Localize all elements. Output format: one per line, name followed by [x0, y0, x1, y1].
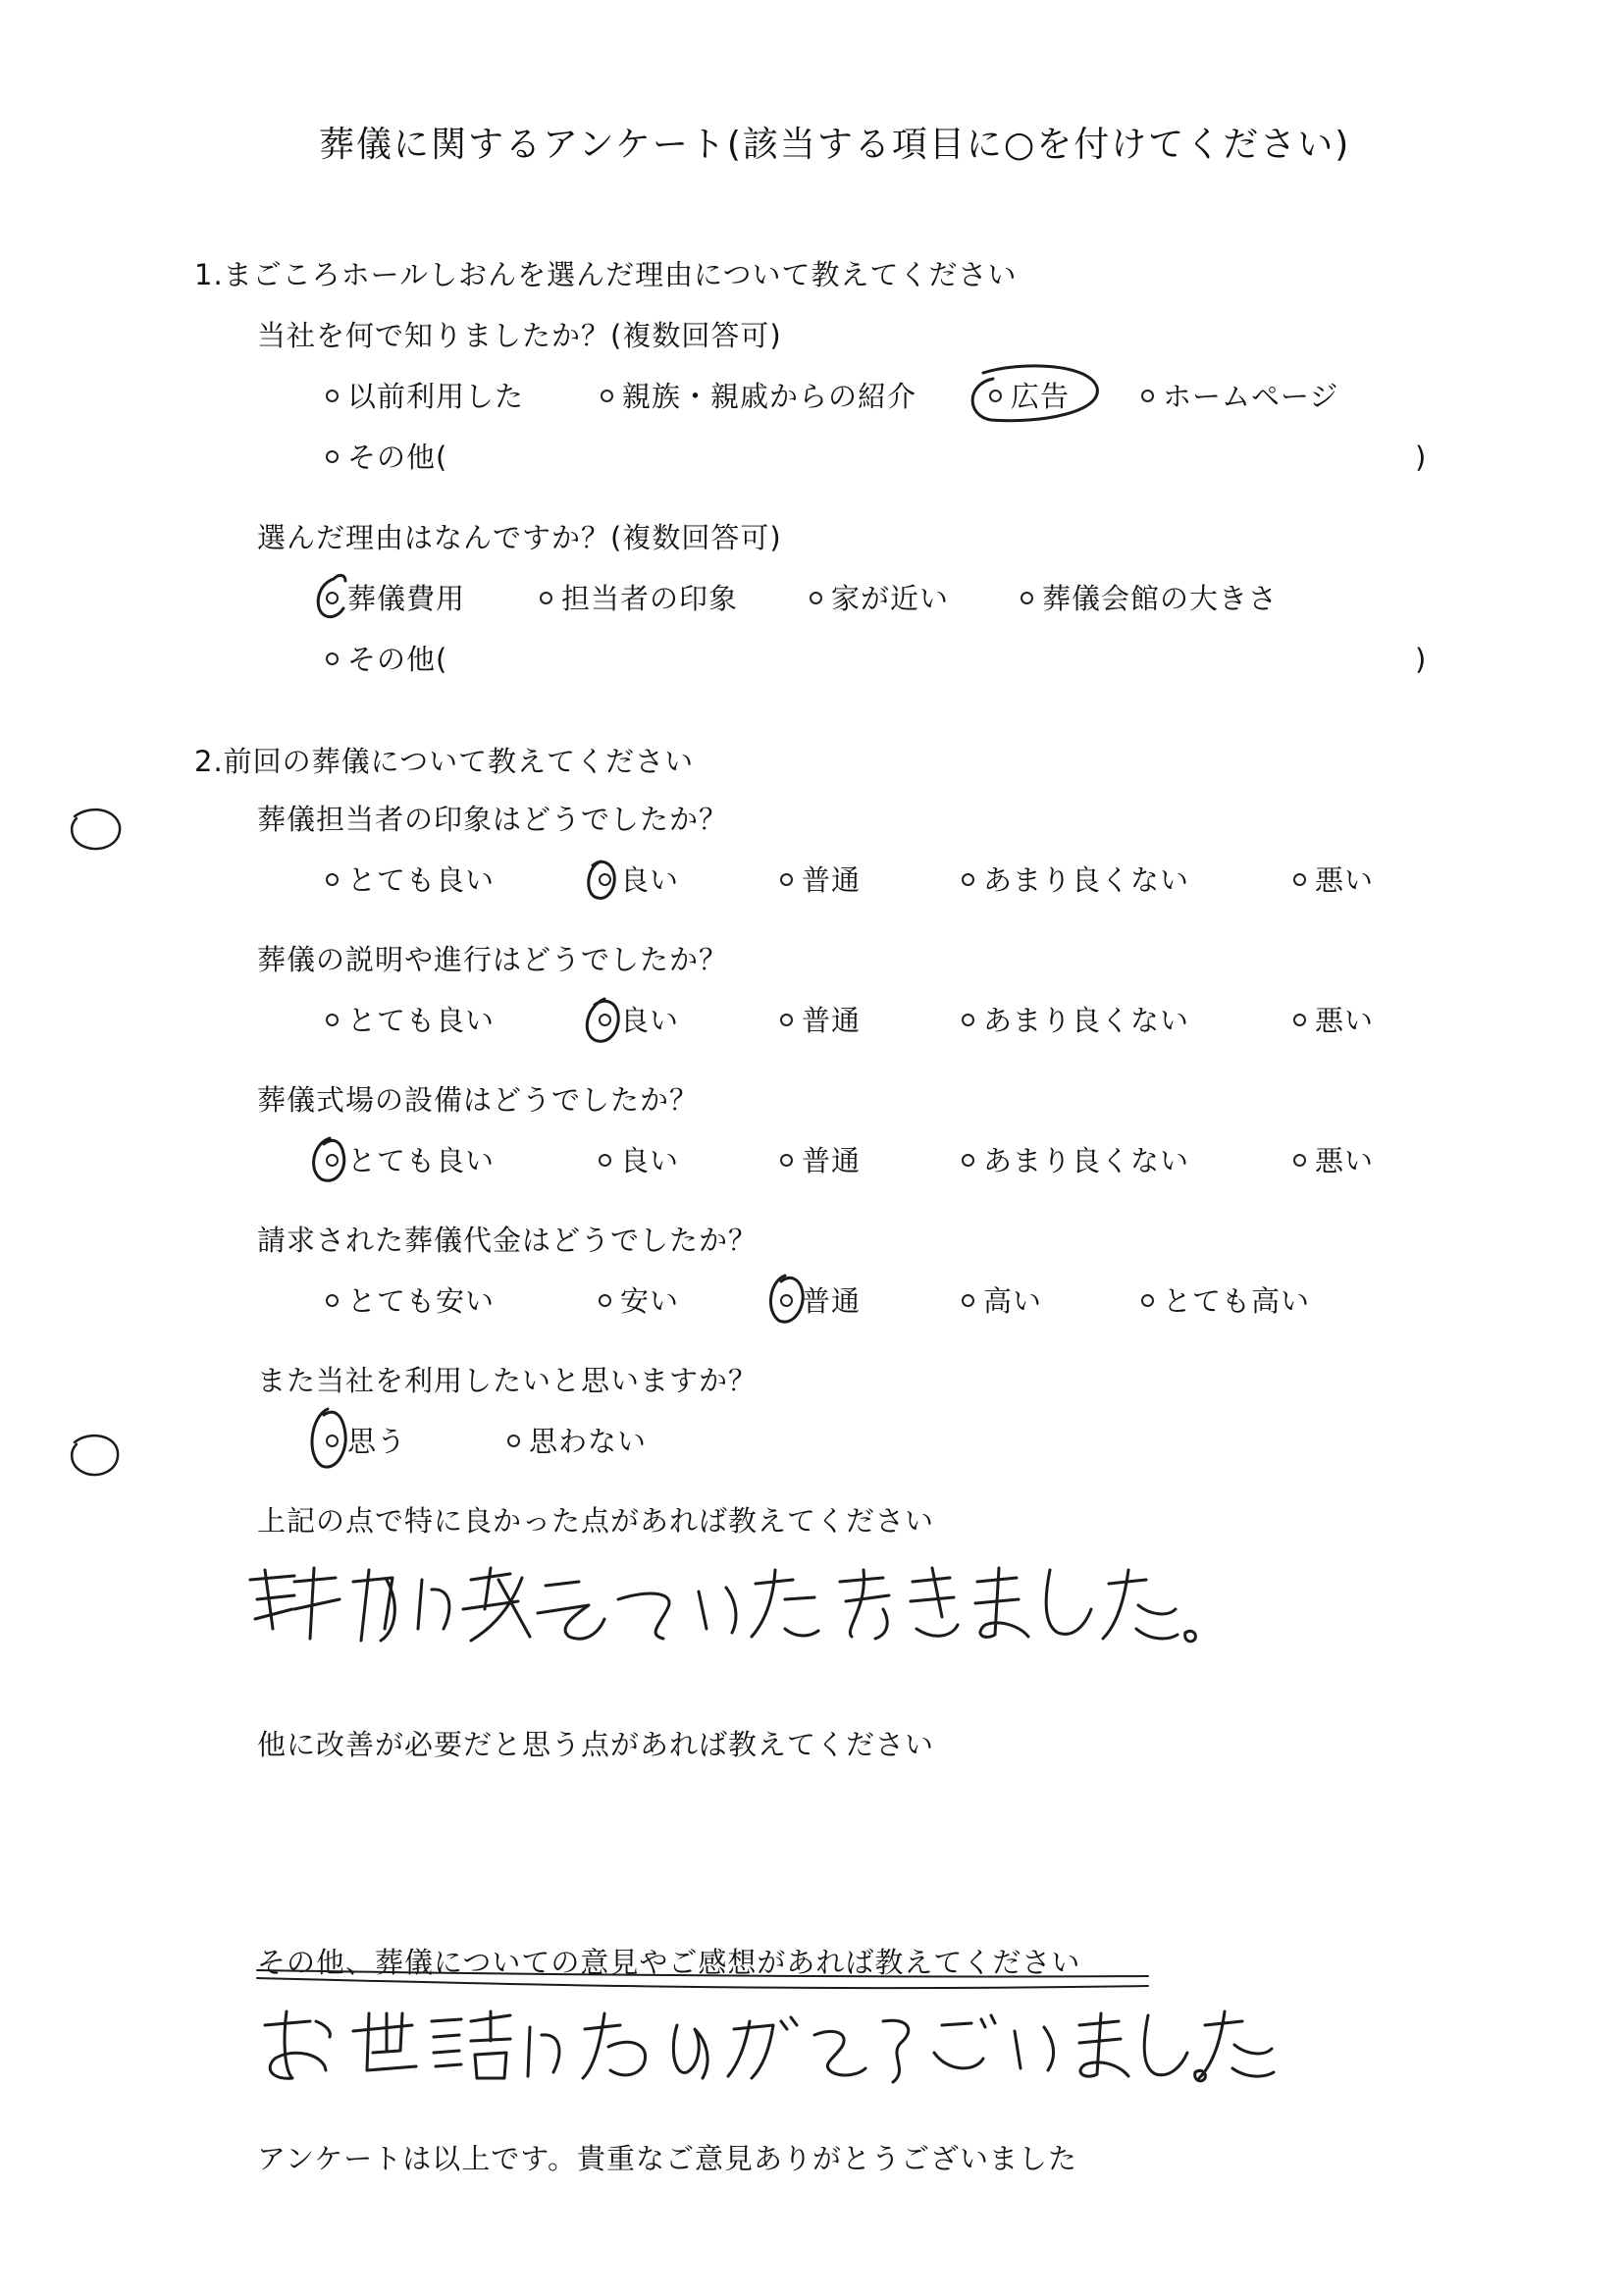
- bullet-icon: [962, 1014, 974, 1026]
- bullet-icon: [326, 390, 339, 402]
- good-points-prompt: 上記の点で特に良かった点があれば教えてください: [257, 1504, 935, 1538]
- reuse-yes[interactable]: 思う: [326, 1422, 406, 1461]
- other-reason-close: ): [1415, 643, 1427, 676]
- option-homepage[interactable]: ホームページ: [1141, 377, 1338, 416]
- staff-not-good[interactable]: あまり良くない: [962, 861, 1189, 900]
- bullet-icon: [326, 592, 339, 604]
- bullet-icon: [780, 1014, 793, 1026]
- option-funeral-cost[interactable]: 葬儀費用: [326, 579, 465, 618]
- bullet-icon: [810, 592, 822, 604]
- bullet-icon: [326, 1014, 339, 1026]
- staff-very-good[interactable]: とても良い: [326, 861, 495, 900]
- bullet-icon: [1141, 1294, 1154, 1307]
- price-expensive[interactable]: 高い: [962, 1281, 1042, 1321]
- q1-sub2-question: 選んだ理由はなんですか？(複数回答可): [257, 521, 782, 554]
- improvements-prompt: 他に改善が必要だと思う点があれば教えてください: [257, 1728, 935, 1761]
- bullet-icon: [780, 1294, 793, 1307]
- bullet-icon: [1293, 873, 1306, 886]
- option-staff-impression[interactable]: 担当者の印象: [540, 579, 738, 618]
- bullet-icon: [599, 1294, 611, 1307]
- q2-progress-question: 葬儀の説明や進行はどうでしたか？: [257, 943, 729, 976]
- reuse-no[interactable]: 思わない: [507, 1422, 647, 1461]
- closing-message: アンケートは以上です。貴重なご意見ありがとうございました: [257, 2142, 1077, 2175]
- bullet-icon: [1141, 390, 1154, 402]
- bullet-icon: [962, 873, 974, 886]
- bullet-icon: [326, 652, 339, 665]
- q2-heading: 2.前回の葬儀について教えてください: [194, 745, 695, 778]
- staff-average[interactable]: 普通: [780, 861, 861, 900]
- price-average[interactable]: 普通: [780, 1281, 861, 1321]
- bullet-icon: [601, 390, 613, 402]
- staff-good[interactable]: 良い: [599, 861, 679, 900]
- bullet-icon: [326, 1154, 339, 1167]
- bullet-icon: [599, 1014, 611, 1026]
- bullet-icon: [326, 1435, 339, 1447]
- option-advertisement[interactable]: 広告: [989, 377, 1070, 416]
- option-other-reason[interactable]: その他(: [326, 640, 447, 679]
- page-title: 葬儀に関するアンケート(該当する項目に○を付けてください): [319, 125, 1351, 165]
- q1-heading: 1.まごころホールしおんを選んだ理由について教えてください: [194, 258, 1018, 291]
- bullet-icon: [326, 450, 339, 463]
- bullet-icon: [989, 390, 1002, 402]
- bullet-icon: [326, 873, 339, 886]
- bullet-icon: [507, 1435, 520, 1447]
- option-hall-size[interactable]: 葬儀会館の大きさ: [1021, 579, 1278, 618]
- option-previous-use[interactable]: 以前利用した: [326, 377, 524, 416]
- facility-not-good[interactable]: あまり良くない: [962, 1141, 1189, 1180]
- bullet-icon: [780, 1154, 793, 1167]
- punch-hole-icon: [72, 809, 120, 849]
- other-source-close: ): [1415, 441, 1427, 474]
- progress-very-good[interactable]: とても良い: [326, 1001, 495, 1040]
- punch-hole-icon: [72, 1435, 118, 1475]
- facility-average[interactable]: 普通: [780, 1141, 861, 1180]
- facility-very-good[interactable]: とても良い: [326, 1141, 495, 1180]
- q2-staff-question: 葬儀担当者の印象はどうでしたか？: [257, 803, 729, 836]
- bullet-icon: [326, 1294, 339, 1307]
- q2-price-question: 請求された葬儀代金はどうでしたか？: [257, 1224, 759, 1257]
- other-opinions-prompt: その他、葬儀についての意見やご感想があれば教えてください: [257, 1946, 1081, 1979]
- progress-not-good[interactable]: あまり良くない: [962, 1001, 1189, 1040]
- option-relatives-referral[interactable]: 親族・親戚からの紹介: [601, 377, 916, 416]
- staff-bad[interactable]: 悪い: [1293, 861, 1374, 900]
- bullet-icon: [1293, 1014, 1306, 1026]
- bullet-icon: [599, 1154, 611, 1167]
- facility-good[interactable]: 良い: [599, 1141, 679, 1180]
- price-very-cheap[interactable]: とても安い: [326, 1281, 495, 1321]
- q2-reuse-question: また当社を利用したいと思いますか？: [257, 1364, 759, 1397]
- option-near-home[interactable]: 家が近い: [810, 579, 949, 618]
- q1-sub1-question: 当社を何で知りましたか？(複数回答可): [257, 319, 782, 352]
- facility-bad[interactable]: 悪い: [1293, 1141, 1374, 1180]
- progress-bad[interactable]: 悪い: [1293, 1001, 1374, 1040]
- bullet-icon: [1293, 1154, 1306, 1167]
- bullet-icon: [1021, 592, 1033, 604]
- progress-average[interactable]: 普通: [780, 1001, 861, 1040]
- option-other-source[interactable]: その他(: [326, 438, 447, 477]
- progress-good[interactable]: 良い: [599, 1001, 679, 1040]
- bullet-icon: [540, 592, 552, 604]
- bullet-icon: [780, 873, 793, 886]
- bullet-icon: [962, 1294, 974, 1307]
- price-cheap[interactable]: 安い: [599, 1281, 679, 1321]
- bullet-icon: [599, 873, 611, 886]
- bullet-icon: [962, 1154, 974, 1167]
- q2-facility-question: 葬儀式場の設備はどうでしたか？: [257, 1083, 700, 1117]
- price-very-expensive[interactable]: とても高い: [1141, 1281, 1310, 1321]
